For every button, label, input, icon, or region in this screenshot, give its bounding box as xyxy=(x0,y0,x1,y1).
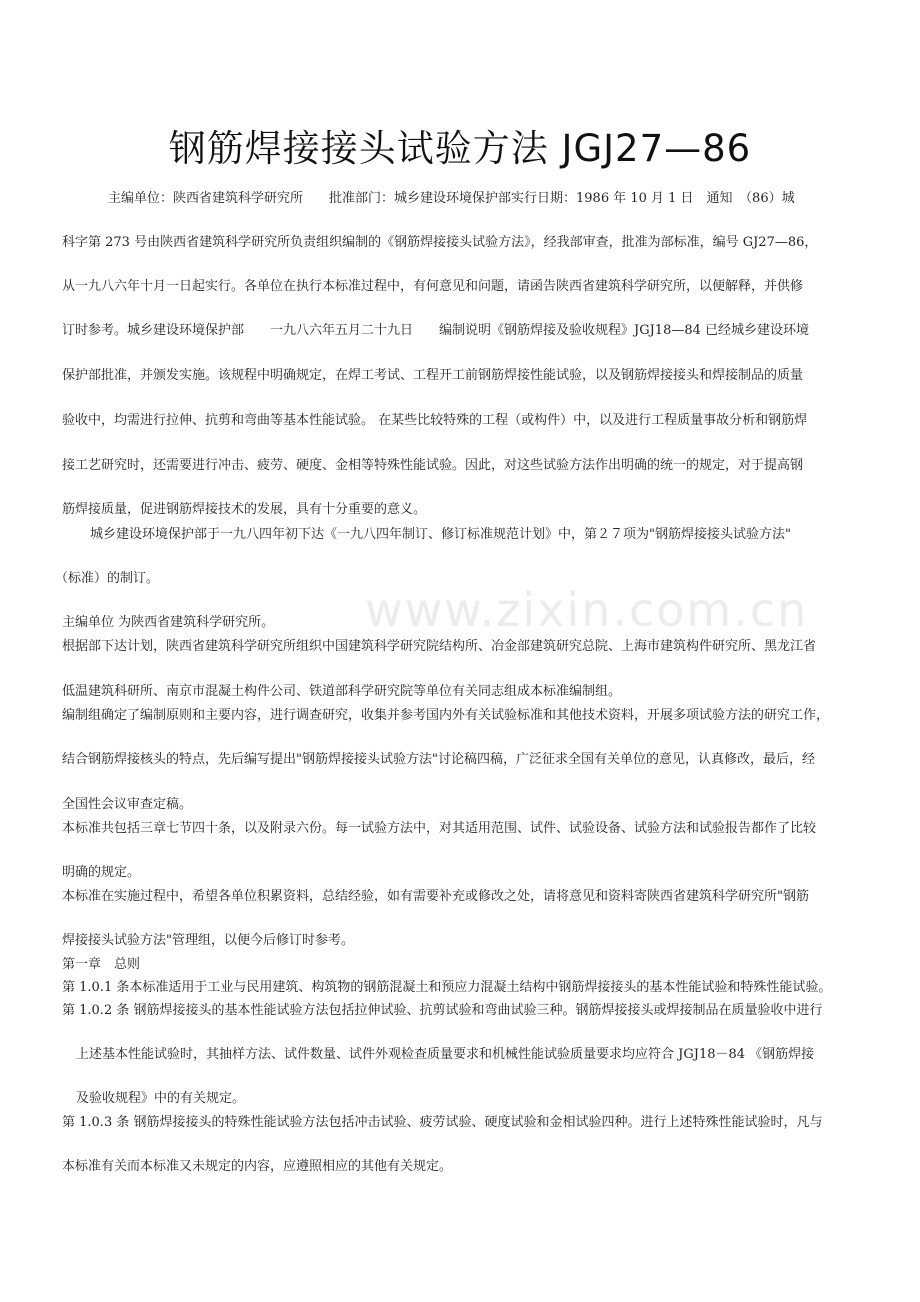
article-line: 上述基本性能试验时，其抽样方法、试件数量、试件外观检查质量要求和机械性能试验质量要求均应符合 JGJ18－84 《钢筋焊接 xyxy=(76,1047,815,1062)
body-line: 科字第 273 号由陕西省建筑科学研究所负责组织编制的《钢筋焊接接头试验方法》，经我部审查，批准为部标准，编号 GJ27—86， xyxy=(62,235,818,250)
body-line: 筋焊接质量，促进钢筋焊接技术的发展，具有十分重要的意义。 xyxy=(62,502,427,517)
body-line: 主编单位 为陕西省建筑科学研究所。 xyxy=(62,615,275,630)
body-line: 根据部下达计划，陕西省建筑科学研究所组织中国建筑科学研究院结构所、冶金部建筑研究总院、上海市建筑构件研究所、黑龙江省 xyxy=(62,639,817,654)
body-line: 焊接接头试验方法"管理组，以便今后修订时参考。 xyxy=(62,933,354,948)
body-line: 结合钢筋焊接核头的特点，先后编写提出"钢筋焊接接头试验方法"讨论稿四稿，广泛征求全国有关单位的意见，认真修改，最后，经 xyxy=(62,752,815,767)
body-line: 城乡建设环境保护部于一九八四年初下达《一九八四年制订、修订标准规范计划》中，第２７项为"钢筋焊接接头试验方法" xyxy=(90,527,791,542)
article-line: 第 1.0.2 条 钢筋焊接接头的基本性能试验方法包括拉伸试验、抗剪试验和弯曲试验三种。钢筋焊接接头或焊接制品在质量验收中进行 xyxy=(62,1003,823,1018)
body-line: 本标准共包括三章七节四十条，以及附录六份。每一试验方法中，对其适用范围、试件、试验设备、试验方法和试验报告都作了比较 xyxy=(62,821,817,836)
body-line: 从一九八六年十月一日起实行。各单位在执行本标准过程中，有何意见和问题，请函告陕西省建筑科学研究所，以便解释，并供修 xyxy=(62,279,804,294)
document-title: 钢筋焊接接头试验方法 JGJ27—86 xyxy=(168,127,752,170)
article-line: 第 1.0.3 条 钢筋焊接接头的特殊性能试验方法包括冲击试验、疲劳试验、硬度试验和金相试验四种。进行上述特殊性能试验时，凡与 xyxy=(62,1115,823,1130)
body-line: 编制组确定了编制原则和主要内容，进行调查研究，收集并参考国内外有关试验标准和其他技术资料，开展多项试验方法的研究工作， xyxy=(62,708,830,723)
body-line: 主编单位：陕西省建筑科学研究所 批准部门：城乡建设环境保护部实行日期：1986 年 10 月 1 日 通知 （86）城 xyxy=(108,191,795,206)
body-line: （标准）的制订。 xyxy=(55,571,160,586)
body-line: 接工艺研究时，还需要进行冲击、疲劳、硬度、金相等特殊性能试验。因此，对这些试验方法作出明确的统一的规定，对于提高钢 xyxy=(62,458,804,473)
watermark: www.zixin.com.cn xyxy=(365,583,809,637)
body-line: 明确的规定。 xyxy=(62,865,141,880)
body-line: 保护部批准，并颁发实施。该规程中明确规定，在焊工考试、工程开工前钢筋焊接性能试验，以及钢筋焊接接头和焊接制品的质量 xyxy=(62,368,804,383)
chapter-heading: 第一章 总则 xyxy=(62,957,141,972)
body-line: 订时参考。城乡建设环境保护部 一九八六年五月二十九日 编制说明《钢筋焊接及验收规程》JGJ18—84 已经城乡建设环境 xyxy=(62,323,810,338)
article-line: 及验收规程》中的有关规定。 xyxy=(76,1091,246,1106)
body-line: 低温建筑科研所、南京市混凝土构件公司、铁道部科学研究院等单位有关同志组成本标准编制组。 xyxy=(62,684,622,699)
body-line: 验收中，均需进行拉伸、抗剪和弯曲等基本性能试验。 在某些比较特殊的工程（或构件）中，以及进行工程质量事故分析和钢筋焊 xyxy=(62,413,808,428)
article-line: 本标准有关而本标准又未规定的内容，应遵照相应的其他有关规定。 xyxy=(62,1159,453,1174)
body-line: 全国性会议审查定稿。 xyxy=(62,797,193,812)
body-line: 本标准在实施过程中，希望各单位积累资料，总结经验，如有需要补充或修改之处，请将意见和资料寄陕西省建筑科学研究所"钢筋 xyxy=(62,889,809,904)
article-line: 第 1.0.1 条本标准适用于工业与民用建筑、构筑物的钢筋混凝土和预应力混凝土结构中钢筋焊接接头的基本性能试验和特殊性能试验。 xyxy=(62,980,832,995)
